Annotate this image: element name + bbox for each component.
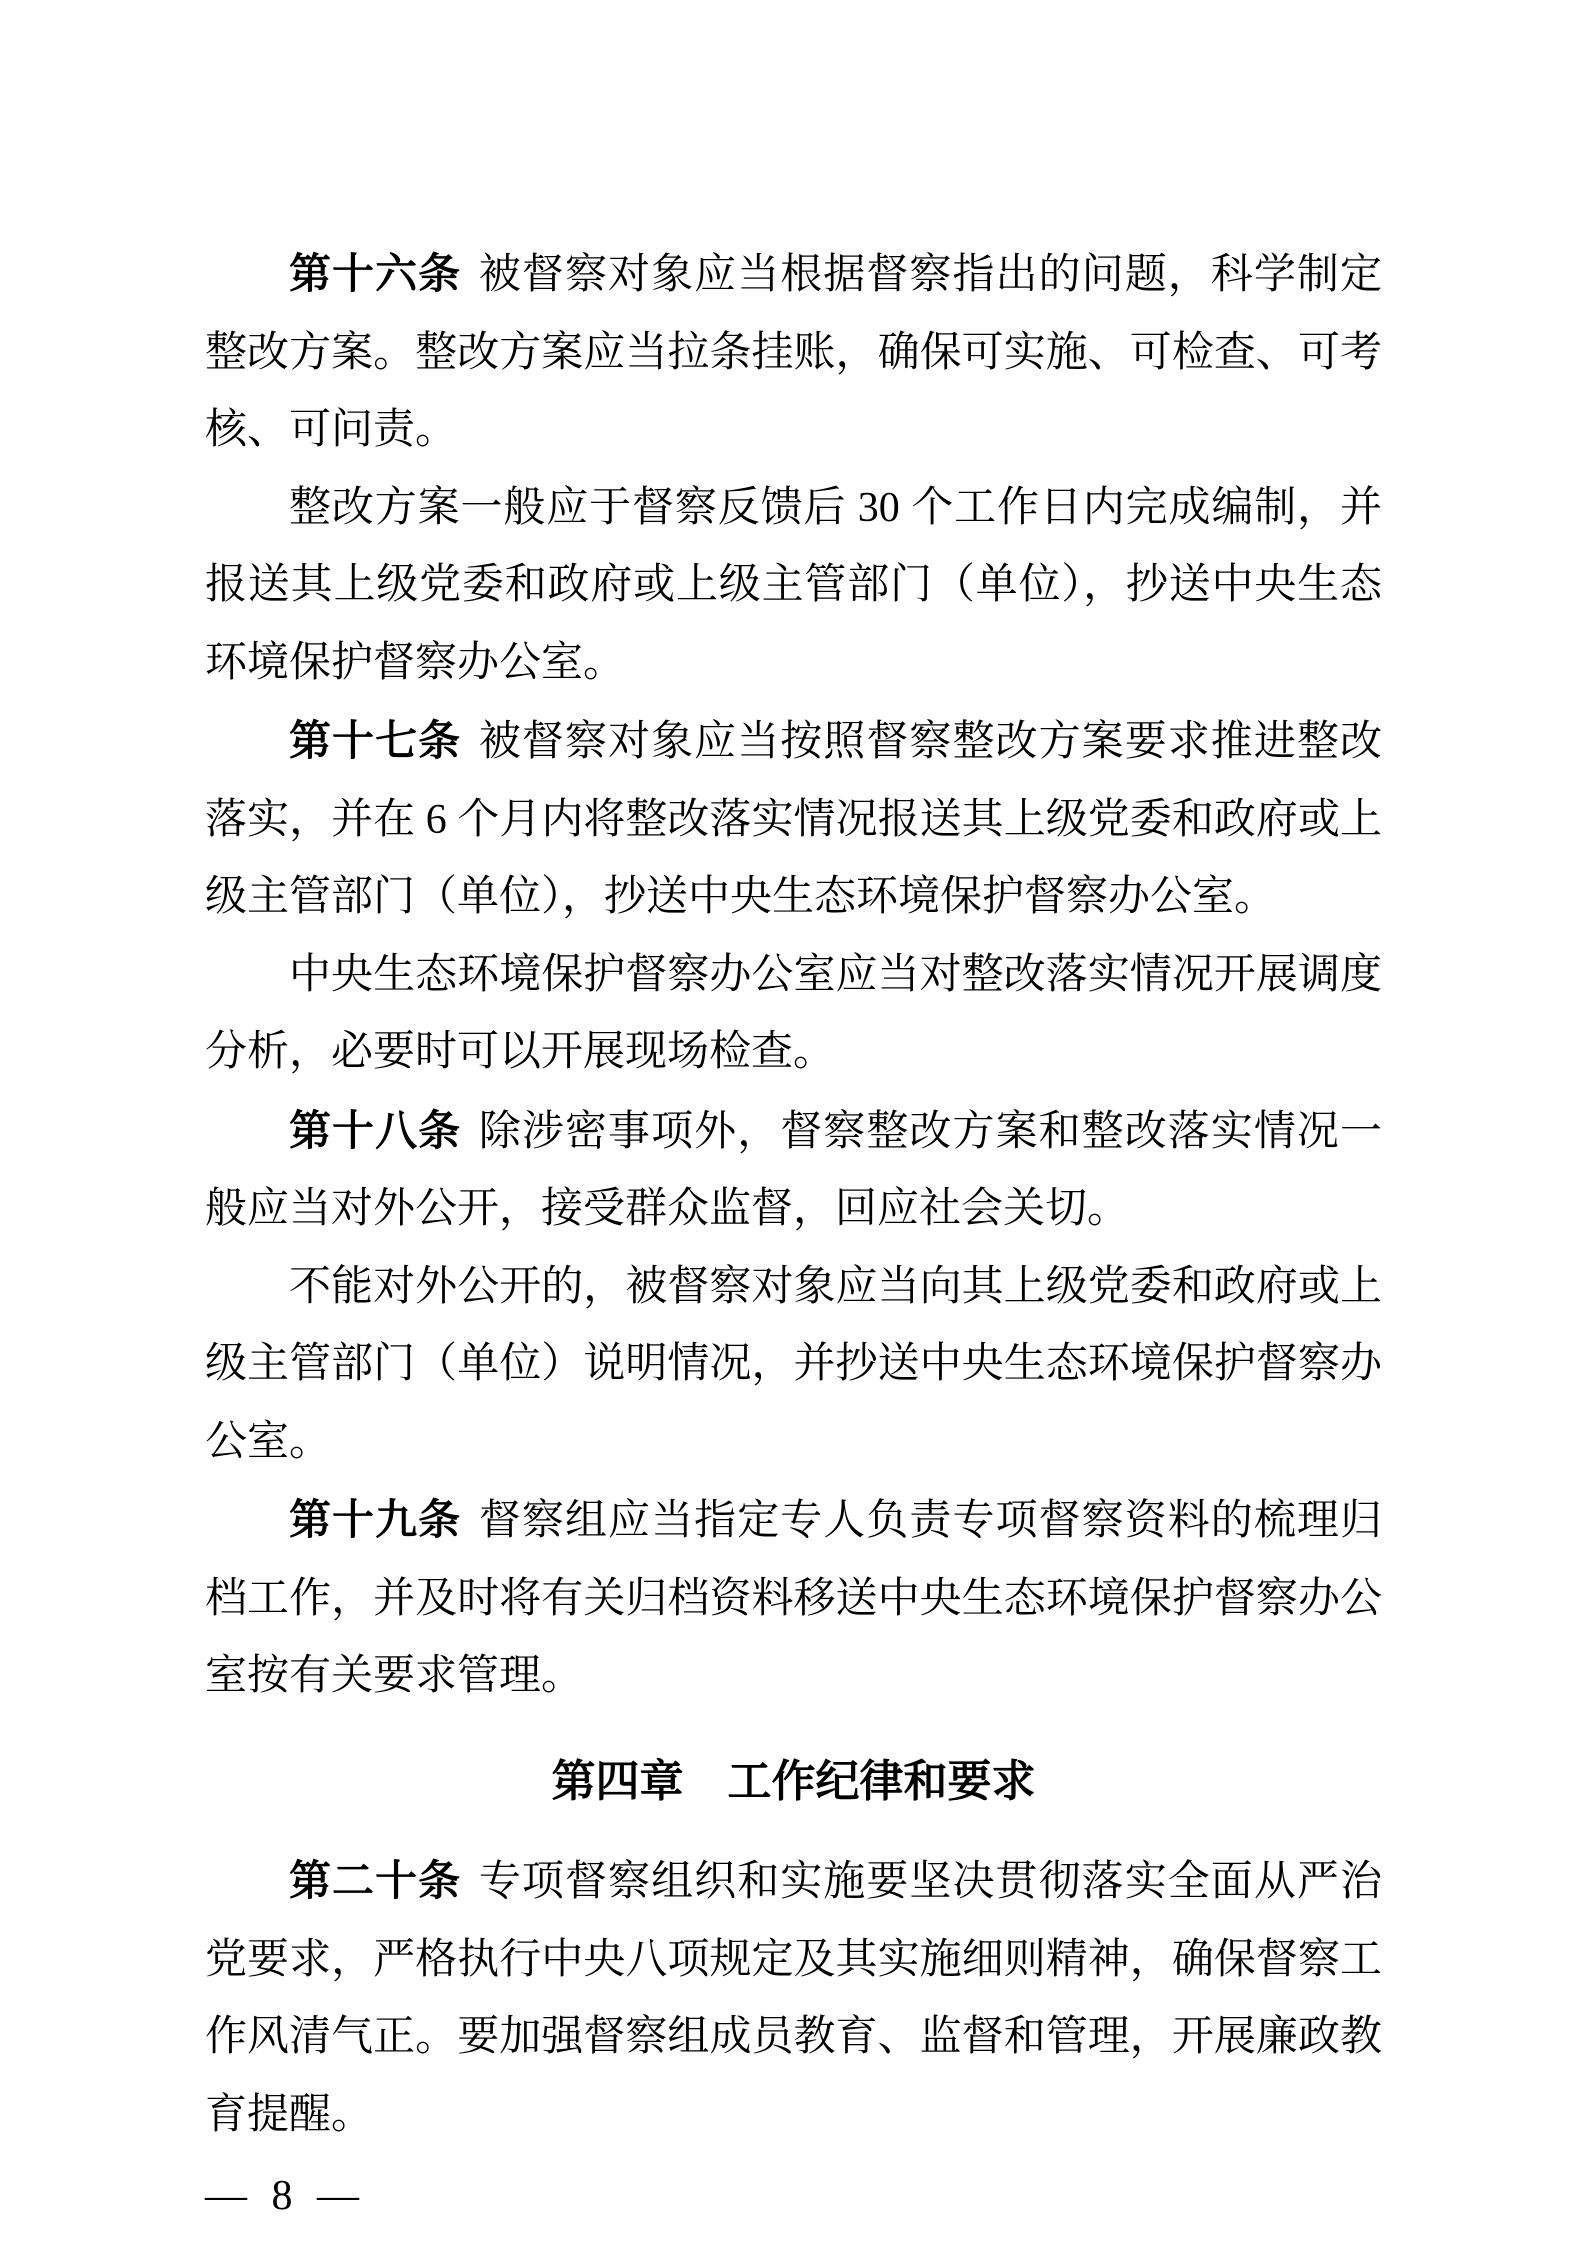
para-non-public-disclosure — [205, 1249, 1382, 1482]
article-19-number: 第十九条 — [289, 1496, 462, 1543]
article-20-text: 专项督察组织和实施要坚决贯彻落实全面从严治党要求，严格执行中央八项规定及其实施细则精神，确保督察工作风清气正。要加强督察组成员教育、监督和管理，开展廉政教育提醒。 — [205, 1859, 1382, 2138]
article-16-text: 被督察对象应当根据督察指出的问题，科学制定整改方案。整改方案应当拉条挂账，确保可实施、可检查、可考核、可问责。 — [205, 252, 1382, 453]
office-dispatch-analysis-text: 中央生态环境保护督察办公室应当对整改落实情况开展调度分析，必要时可以开展现场检查。 — [205, 951, 1382, 1075]
para-article-19 — [205, 1481, 1382, 1716]
rectification-plan-deadline-text: 整改方案一般应于督察反馈后 30 个工作日内完成编制，并报送其上级党委和政府或上级主管部门（单位），抄送中央生态环境保护督察办公室。 — [205, 484, 1382, 686]
para-article-17 — [205, 702, 1382, 937]
article-17-number: 第十七条 — [289, 717, 462, 764]
para-rectification-plan-deadline — [205, 470, 1382, 703]
article-16-number: 第十六条 — [289, 250, 462, 297]
article-19-text: 督察组应当指定专人负责专项督察资料的梳理归档工作，并及时将有关归档资料移送中央生态环境保护督察办公室按有关要求管理。 — [205, 1498, 1382, 1699]
para-article-20 — [205, 1842, 1382, 2154]
article-17-text: 被督察对象应当按照督察整改方案要求推进整改落实，并在 6 个月内将整改落实情况报送其上级党委和政府或上级主管部门（单位），抄送中央生态环境保护督察办公室。 — [205, 719, 1382, 920]
article-18-number: 第十八条 — [289, 1106, 462, 1154]
article-20-number: 第二十条 — [289, 1857, 462, 1904]
para-article-16 — [205, 235, 1382, 470]
chapter-4-heading: 第四章 工作纪律和要求 — [551, 1756, 1036, 1806]
article-18-text: 除涉密事项外，督察整改方案和整改落实情况一般应当对外公开，接受群众监督，回应社会关切。 — [205, 1108, 1382, 1232]
page-number: — 8 — — [205, 2173, 359, 2219]
para-office-dispatch-analysis — [205, 937, 1382, 1092]
non-public-disclosure-text: 不能对外公开的，被督察对象应当向其上级党委和政府或上级主管部门（单位）说明情况，并抄送中央生态环境保护督察办公室。 — [205, 1263, 1382, 1465]
para-article-18 — [205, 1092, 1382, 1249]
